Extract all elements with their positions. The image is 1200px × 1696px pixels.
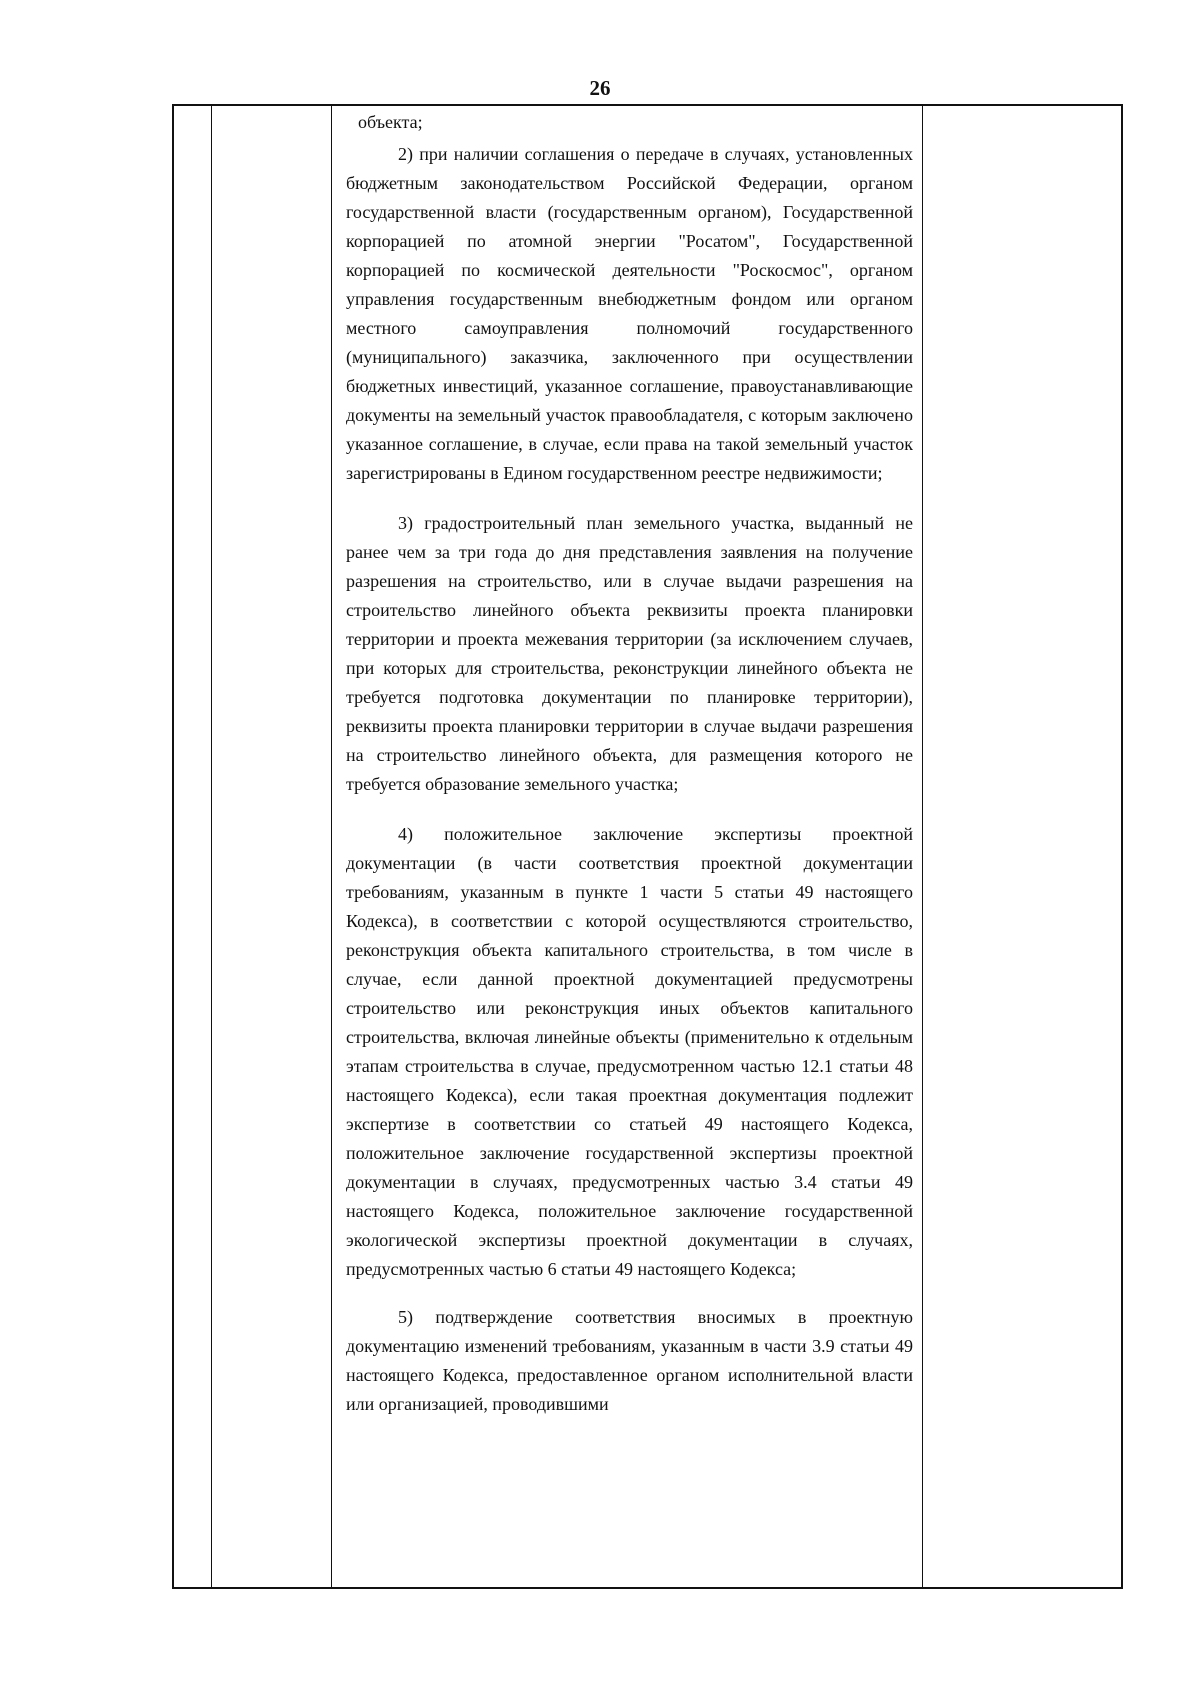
page-number: 26 xyxy=(589,76,611,100)
column-divider-1 xyxy=(211,106,212,1587)
paragraph-item-3: 3) градостроительный план земельного участка, выданный не ранее чем за три года до дня представления заявления на получение разрешения на строительство, или в случае выдачи разрешения на строительство линейного объекта реквизиты проекта планировки территории и проекта межевания территории (за исключением случаев, при которых для строительства, реконструкции линейного объекта не требуется подготовка документации по планировке территории), реквизиты проекта планировки территории в случае выдачи разрешения на строительство линейного объекта, для размещения которого не требуется образование земельного участка; xyxy=(346,513,913,794)
continued-fragment: объекта; xyxy=(358,112,423,132)
column-divider-3 xyxy=(922,106,923,1587)
document-table xyxy=(172,104,1123,1589)
paragraph-item-5: 5) подтверждение соответствия вносимых в проектную документацию изменений требованиям, указанным в части 3.9 статьи 49 настоящего Кодекса, предоставленное органом исполнительной власти или организацией, проводившими xyxy=(346,1307,913,1414)
column-divider-2 xyxy=(331,106,332,1587)
paragraph-item-4: 4) положительное заключение экспертизы проектной документации (в части соответствия проектной документации требованиям, указанным в пункте 1 части 5 статьи 49 настоящего Кодекса), в соответствии с которой осуществляются строительство, реконструкция объекта капитального строительства, в том числе в случае, если данной проектной документацией предусмотрены строительство или реконструкция иных объектов капитального строительства, включая линейные объекты (применительно к отдельным этапам строительства в случае, предусмотренном частью 12.1 статьи 48 настоящего Кодекса), если такая проектная документация подлежит экспертизе в соответствии со статьей 49 настоящего Кодекса, положительное заключение государственной экспертизы проектной документации в случаях, предусмотренных частью 3.4 статьи 49 настоящего Кодекса, положительное заключение государственной экологической экспертизы проектной документации в случаях, предусмотренных частью 6 статьи 49 настоящего Кодекса; xyxy=(346,824,913,1279)
paragraph-item-2: 2) при наличии соглашения о передаче в случаях, установленных бюджетным законодательством Российской Федерации, органом государственной власти (государственным органом), Государственной корпорацией по атомной энергии "Росатом", Государственной корпорацией по космической деятельности "Роскосмос", органом управления государственным внебюджетным фондом или органом местного самоуправления полномочий государственного (муниципального) заказчика, заключенного при осуществлении бюджетных инвестиций, указанное соглашение, правоустанавливающие документы на земельный участок правообладателя, с которым заключено указанное соглашение, в случае, если права на такой земельный участок зарегистрированы в Едином государственном реестре недвижимости; xyxy=(346,144,913,483)
text-cell xyxy=(346,106,913,1585)
